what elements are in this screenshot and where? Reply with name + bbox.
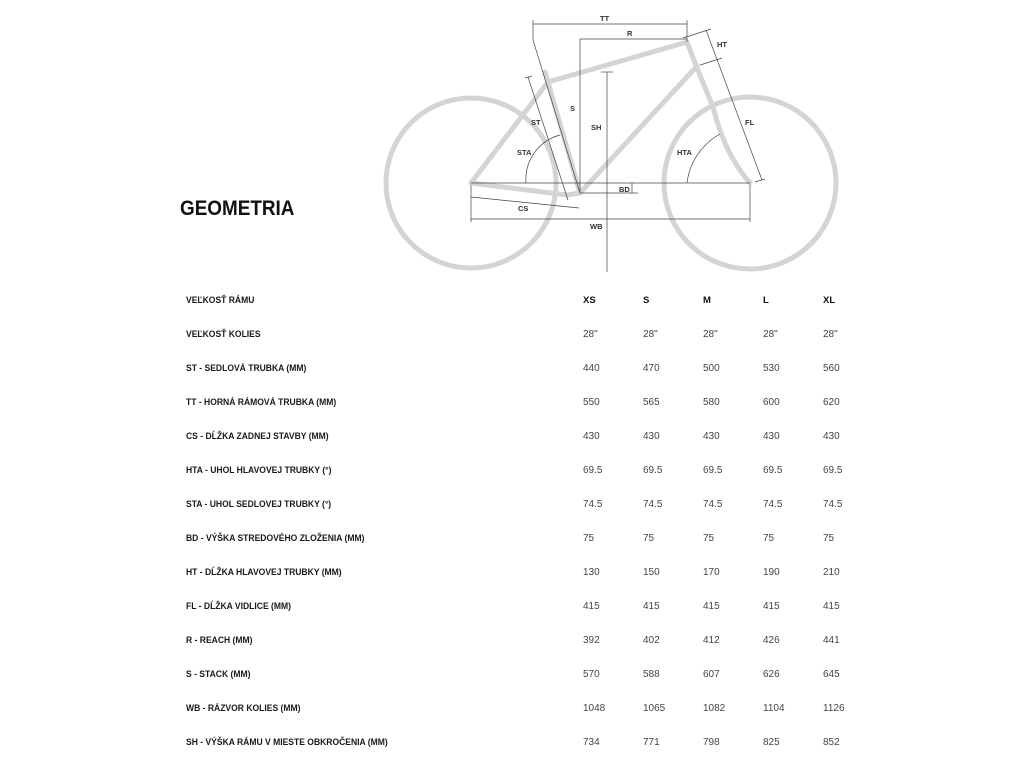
label-fl: FL <box>745 118 755 127</box>
table-row <box>186 351 883 385</box>
row-label <box>186 521 583 555</box>
table-row <box>186 657 883 691</box>
label-st: ST <box>531 118 541 127</box>
cell-value: 430 <box>643 430 660 442</box>
table-row <box>186 623 883 657</box>
row-label <box>186 555 583 589</box>
top-tube <box>548 42 687 82</box>
header-label <box>186 283 583 317</box>
cell-value: 74.5 <box>643 498 663 510</box>
row-label <box>186 419 583 453</box>
cell-value: 570 <box>583 668 600 680</box>
label-ht: HT <box>717 40 727 49</box>
cell-value: 588 <box>643 668 660 680</box>
cell-value: 74.5 <box>583 498 603 510</box>
cell-value: 74.5 <box>703 498 723 510</box>
table-row <box>186 589 883 623</box>
row-label <box>186 487 583 521</box>
row-label-text: HT - DĹŽKA HLAVOVEJ TRUBKY (MM) <box>186 566 342 578</box>
row-label-text: STA - UHOL SEDLOVEJ TRUBKY (°) <box>186 498 332 510</box>
cell-value: 1126 <box>823 702 845 714</box>
cell-value: 560 <box>823 362 840 374</box>
cell-value: 412 <box>703 634 720 646</box>
table-row <box>186 725 883 759</box>
header-label-text: VEĽKOSŤ RÁMU <box>186 294 255 306</box>
row-label <box>186 725 583 759</box>
table-header-row <box>186 283 883 317</box>
row-label <box>186 385 583 419</box>
cell-value: 150 <box>643 566 660 578</box>
table-row <box>186 521 883 555</box>
cell-value: 500 <box>703 362 720 374</box>
label-sta: STA <box>517 148 532 157</box>
cell-value: 392 <box>583 634 600 646</box>
cell-value: 1082 <box>703 702 726 714</box>
fork <box>697 68 750 183</box>
cell-value: 626 <box>763 668 780 680</box>
cell-value: 620 <box>823 396 840 408</box>
row-label <box>186 657 583 691</box>
geometry-table <box>186 283 883 759</box>
size-m: M <box>703 294 711 306</box>
cell-value: 607 <box>703 668 720 680</box>
cell-value: 130 <box>583 566 600 578</box>
row-label-text: S - STACK (MM) <box>186 668 251 680</box>
row-label <box>186 317 583 351</box>
cell-value: 75 <box>763 532 775 544</box>
row-label-text: WB - RÁZVOR KOLIES (MM) <box>186 702 301 714</box>
cell-value: 580 <box>703 396 720 408</box>
label-wb: WB <box>590 222 603 231</box>
cell-value: 69.5 <box>583 464 603 476</box>
cell-value: 28" <box>643 328 658 340</box>
cell-value: 430 <box>823 430 840 442</box>
label-s: S <box>570 104 576 113</box>
row-label-text: CS - DĹŽKA ZADNEJ STAVBY (MM) <box>186 430 329 442</box>
cell-value: 600 <box>763 396 780 408</box>
row-label-text: VEĽKOSŤ KOLIES <box>186 328 261 340</box>
row-label-text: ST - SEDLOVÁ TRUBKA (MM) <box>186 362 307 374</box>
cell-value: 75 <box>583 532 595 544</box>
table-row <box>186 453 883 487</box>
table-row <box>186 555 883 589</box>
cell-value: 645 <box>823 668 840 680</box>
size-xl: XL <box>823 294 836 306</box>
row-label-text: TT - HORNÁ RÁMOVÁ TRUBKA (MM) <box>186 396 337 408</box>
cell-value: 1065 <box>643 702 666 714</box>
label-bd: BD <box>619 185 630 194</box>
size-s: S <box>643 294 650 306</box>
row-label-text: BD - VÝŠKA STREDOVÉHO ZLOŽENIA (MM) <box>186 532 365 544</box>
cell-value: 28" <box>763 328 778 340</box>
cell-value: 415 <box>583 600 600 612</box>
cell-value: 28" <box>703 328 718 340</box>
cell-value: 69.5 <box>703 464 723 476</box>
label-cs: CS <box>518 204 529 213</box>
table-row <box>186 385 883 419</box>
cell-value: 771 <box>643 736 660 748</box>
size-xs: XS <box>583 294 596 306</box>
cell-value: 75 <box>703 532 715 544</box>
bike-geometry-diagram <box>0 0 1024 290</box>
cell-value: 441 <box>823 634 840 646</box>
cell-value: 798 <box>703 736 720 748</box>
chain-stay <box>471 183 580 195</box>
bike-frame <box>386 42 836 269</box>
cell-value: 470 <box>643 362 660 374</box>
cell-value: 210 <box>823 566 840 578</box>
cell-value: 1104 <box>763 702 785 714</box>
table-row <box>186 691 883 725</box>
row-label <box>186 691 583 725</box>
cell-value: 530 <box>763 362 780 374</box>
row-label <box>186 453 583 487</box>
row-label-text: HTA - UHOL HLAVOVEJ TRUBKY (°) <box>186 464 332 476</box>
label-hta: HTA <box>677 148 692 157</box>
cell-value: 550 <box>583 396 600 408</box>
cell-value: 440 <box>583 362 600 374</box>
cell-value: 415 <box>703 600 720 612</box>
cell-value: 75 <box>823 532 835 544</box>
cell-value: 430 <box>583 430 600 442</box>
row-label-text: FL - DĹŽKA VIDLICE (MM) <box>186 600 291 612</box>
cell-value: 69.5 <box>643 464 663 476</box>
cell-value: 190 <box>763 566 780 578</box>
cell-value: 426 <box>763 634 780 646</box>
cell-value: 28" <box>823 328 838 340</box>
cell-value: 74.5 <box>823 498 843 510</box>
cell-value: 402 <box>643 634 660 646</box>
cell-value: 74.5 <box>763 498 783 510</box>
row-label <box>186 351 583 385</box>
table-row <box>186 487 883 521</box>
label-sh: SH <box>591 123 602 132</box>
row-label-text: SH - VÝŠKA RÁMU V MIESTE OBKROČENIA (MM) <box>186 736 388 748</box>
cell-value: 415 <box>643 600 660 612</box>
cell-value: 75 <box>643 532 655 544</box>
cell-value: 852 <box>823 736 840 748</box>
cell-value: 565 <box>643 396 660 408</box>
cell-value: 1048 <box>583 702 606 714</box>
row-label <box>186 623 583 657</box>
cell-value: 28" <box>583 328 598 340</box>
cell-value: 69.5 <box>823 464 843 476</box>
label-tt: TT <box>600 14 610 23</box>
row-label <box>186 589 583 623</box>
table-row <box>186 317 883 351</box>
cell-value: 734 <box>583 736 600 748</box>
cell-value: 430 <box>703 430 720 442</box>
cell-value: 170 <box>703 566 720 578</box>
cell-value: 69.5 <box>763 464 783 476</box>
cell-value: 430 <box>763 430 780 442</box>
row-label-text: R - REACH (MM) <box>186 634 253 646</box>
cell-value: 415 <box>763 600 780 612</box>
size-l: L <box>763 294 769 306</box>
dimension-lines <box>471 20 765 272</box>
page-title: GEOMETRIA <box>180 197 295 220</box>
cell-value: 825 <box>763 736 780 748</box>
label-r: R <box>627 29 633 38</box>
table-row <box>186 419 883 453</box>
cell-value: 415 <box>823 600 840 612</box>
